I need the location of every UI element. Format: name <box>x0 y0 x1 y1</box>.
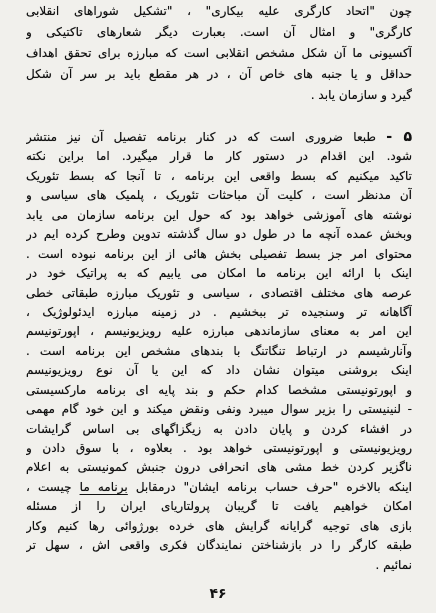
text-line: آن مدنظر است ، کلیت آن مباحثات تئوریک ، پلمیک های سیاسی و <box>26 188 412 203</box>
text-segment: چیست ، <box>26 479 72 494</box>
text-line: اینک بروشنی میتوان نشان داد که این یا آن نوع رویزیونیسم <box>26 363 412 378</box>
text-line: وآنارشیسم در ارتباط تنگاتنگ با بندهای مشخص این برنامه است . <box>26 343 412 358</box>
text-line: وبخش عمده آنچه ما در طول دو سال گذشته تدوین وطرح کرده ایم در <box>26 227 412 242</box>
text-line: رویزیونیستی و اپورتونیستی خواهد بود . بعلاوه ، با سوق دادن و <box>26 441 412 455</box>
text-line: آگاهانه تر وسنجیده تر ببخشیم . در زمینه مبارزه ایدئولوژیک ، <box>26 304 412 319</box>
underlined-phrase: برنامه ما <box>79 479 128 494</box>
text-line: اینک با ارائه این برنامه ما امکان می یابیم که به پراتیک خود در <box>26 266 412 281</box>
text-line: امکان خواهیم یافت تا گریبان پرولتاریای ایران را از مسئله <box>26 499 412 514</box>
text-line: تاکید میکنیم که بسط واقعی این برنامه ، تا آنجا که بسط تئوریک <box>26 168 412 183</box>
text-line: محتوای امر جز بسط تفصیلی بخش هائی از این برنامه نبوده است . <box>26 246 412 261</box>
text-line: - لنینیستی را بزیر سوال میبرد ونفی ونقض میکند و این خود گام مهمی <box>26 402 412 417</box>
text-line: آکسیونی ما آن شکل مشخص انقلابی است که مبارزه برای تحقق اهداف <box>26 46 412 60</box>
text-line: در افشاء کردن و پایان دادن به زیگزاگهای بی اساس گرایشات <box>26 421 412 436</box>
text-line: طبقه کارگر را در بازشناختن نمایندگان فکری واقعی اش ، سهل تر <box>26 538 412 553</box>
text-line: بازی های توجیه گرایانه گرایش های خرده بورژوائی رها کنیم وکار <box>26 518 412 533</box>
text-line: چون "اتحاد کارگری علیه بیکاری" ، "تشکیل شوراهای انقلابی <box>26 4 412 18</box>
text-line: نوشته های آموزشی خواهد بود که حول این برنامه سازمان می یابد <box>26 207 412 222</box>
paragraph <box>26 128 412 575</box>
text-line: گیرد و سازمان یابد . <box>310 88 412 102</box>
text-line: نمائیم . <box>375 557 412 572</box>
text-line <box>26 128 412 147</box>
text-line: حداقل و یا جنبه های خاص آن ، در هر مقطع باید بر سر آن شکل <box>26 67 412 81</box>
paragraph <box>26 1 412 106</box>
text-line: ناگزیر کردن خط مشی های انحرافی درون جنبش کمونیستی به اعلام <box>26 460 412 475</box>
text-line: عرصه های مختلف اقتصادی ، سیاسی و تئوریک مبارزه طبقاتی خطی <box>26 285 412 300</box>
section-number: ۵ - <box>386 129 412 145</box>
text-line: شود. این اقدام در دستور کار ما قرار میگیرد. اما براین نکته <box>26 149 412 164</box>
text-line: کارگری" و امثال آن است. بعبارت دیگر شعارهای تاکتیکی و <box>26 25 412 39</box>
text-line <box>26 478 412 497</box>
page-number: ۴۶ <box>209 586 227 602</box>
text-segment: طبعا ضروری است که در کنار برنامه تفصیل آن نیز منتشر <box>26 130 376 144</box>
text-line: و اپورتونیستی مشخصا کدام حکم و بند پایه ای برنامه مارکسیستی <box>26 382 412 397</box>
text-line: این امر به معنای سازماندهی مبارزه علیه رویزیونیسم ، اپورتونیسم <box>26 324 412 339</box>
text-segment: اینکه بالاخره "حرف حساب برنامه ایشان" درمقابل <box>135 479 412 494</box>
